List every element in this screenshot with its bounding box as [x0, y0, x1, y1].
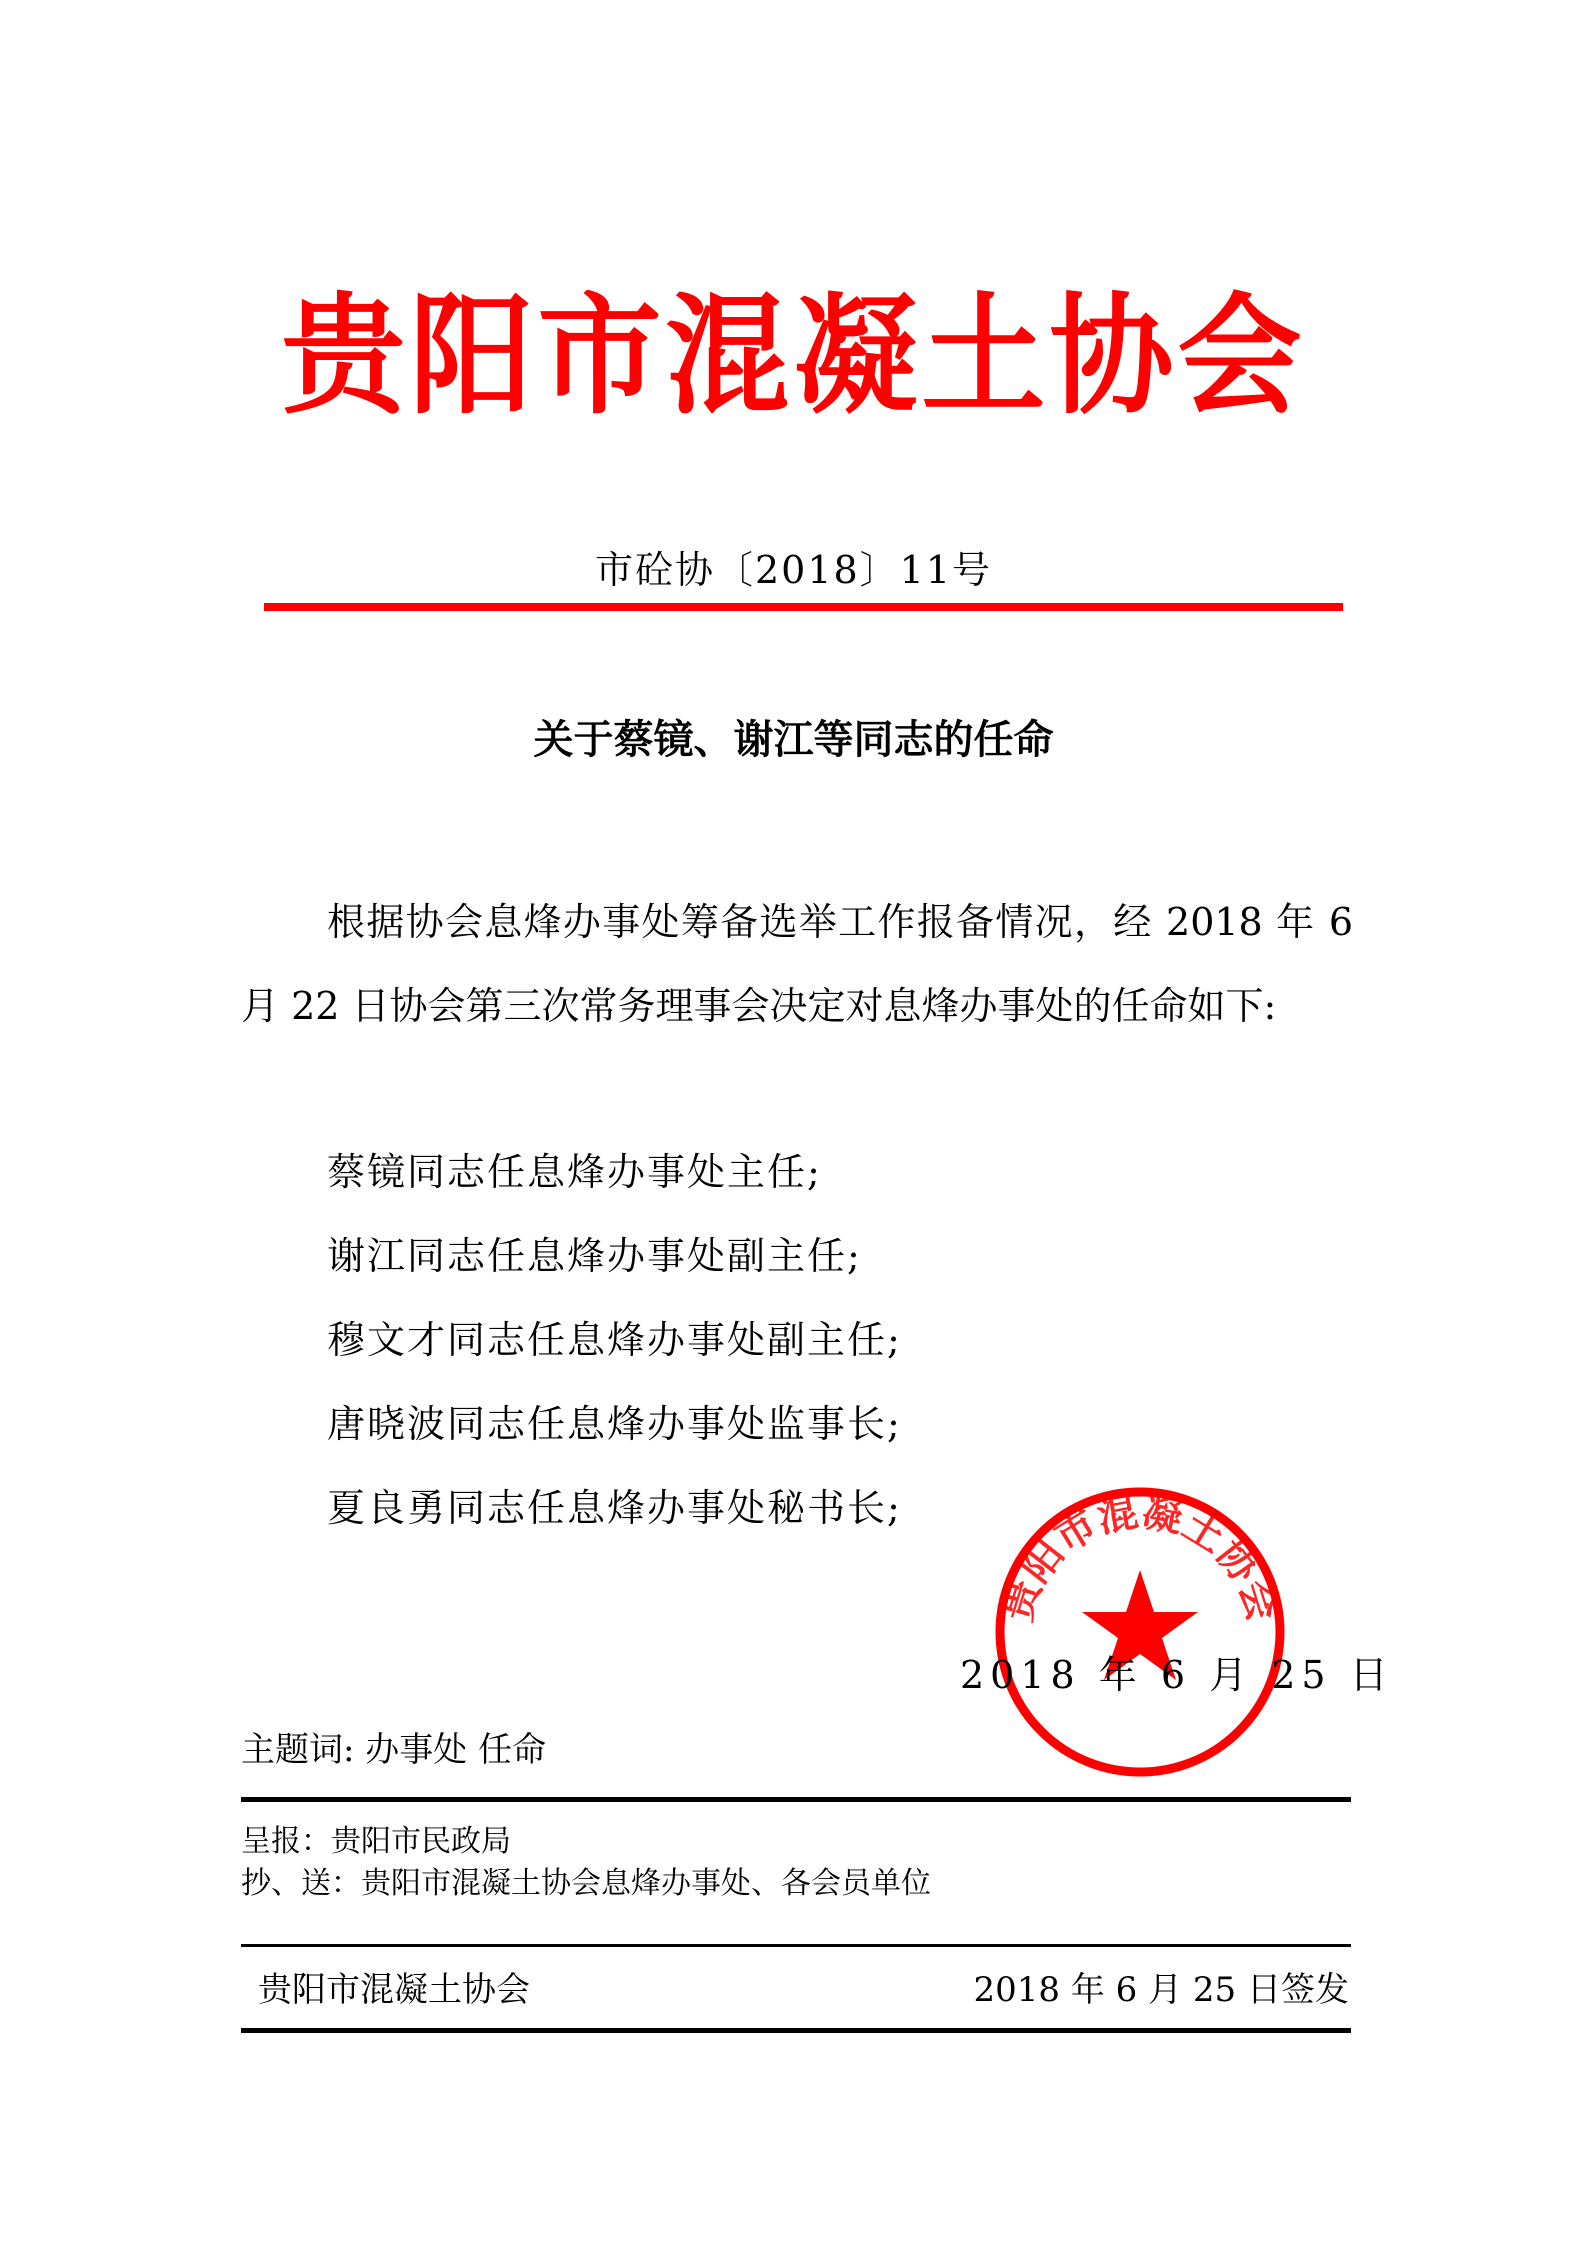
appointment-item: 夏良勇同志任息烽办事处秘书长; — [327, 1486, 902, 1530]
footer-issuer: 贵阳市混凝土协会 — [258, 1970, 530, 2010]
appointment-item: 蔡镜同志任息烽办事处主任; — [327, 1150, 822, 1194]
body-paragraph — [241, 880, 1353, 1048]
seal-text: 贵阳市混凝土协会 — [994, 1489, 1286, 1627]
divider-line — [241, 1797, 1351, 1802]
body-paragraph-text: 根据协会息烽办事处筹备选举工作报备情况，经 2018 年 6 月 22 日协会第三次常务理事会决定对息烽办事处的任命如下: — [241, 900, 1353, 1028]
subject-keywords: 主题词: 办事处 任命 — [241, 1730, 547, 1770]
masthead-title: 贵阳市混凝土协会 — [281, 281, 1306, 433]
appointment-item: 唐晓波同志任息烽办事处监事长; — [327, 1402, 902, 1446]
report-to: 呈报：贵阳市民政局 — [241, 1824, 511, 1859]
appointment-list — [327, 1130, 902, 1550]
signature-date: 2018 年 6 月 25 日 — [960, 1653, 1394, 1697]
official-seal — [990, 1482, 1290, 1782]
divider-line — [241, 1944, 1351, 1947]
red-divider — [264, 603, 1343, 611]
appointment-item: 谢江同志任息烽办事处副主任; — [327, 1234, 862, 1278]
appointment-item: 穆文才同志任息烽办事处副主任; — [327, 1318, 902, 1362]
document-title: 关于蔡镜、谢江等同志的任命 — [533, 717, 1054, 763]
divider-line — [241, 2028, 1351, 2033]
document-number: 市砼协〔2018〕11号 — [594, 548, 993, 592]
copy-to: 抄、送：贵阳市混凝土协会息烽办事处、各会员单位 — [241, 1866, 931, 1901]
footer-issued-date: 2018 年 6 月 25 日签发 — [973, 1970, 1349, 2010]
